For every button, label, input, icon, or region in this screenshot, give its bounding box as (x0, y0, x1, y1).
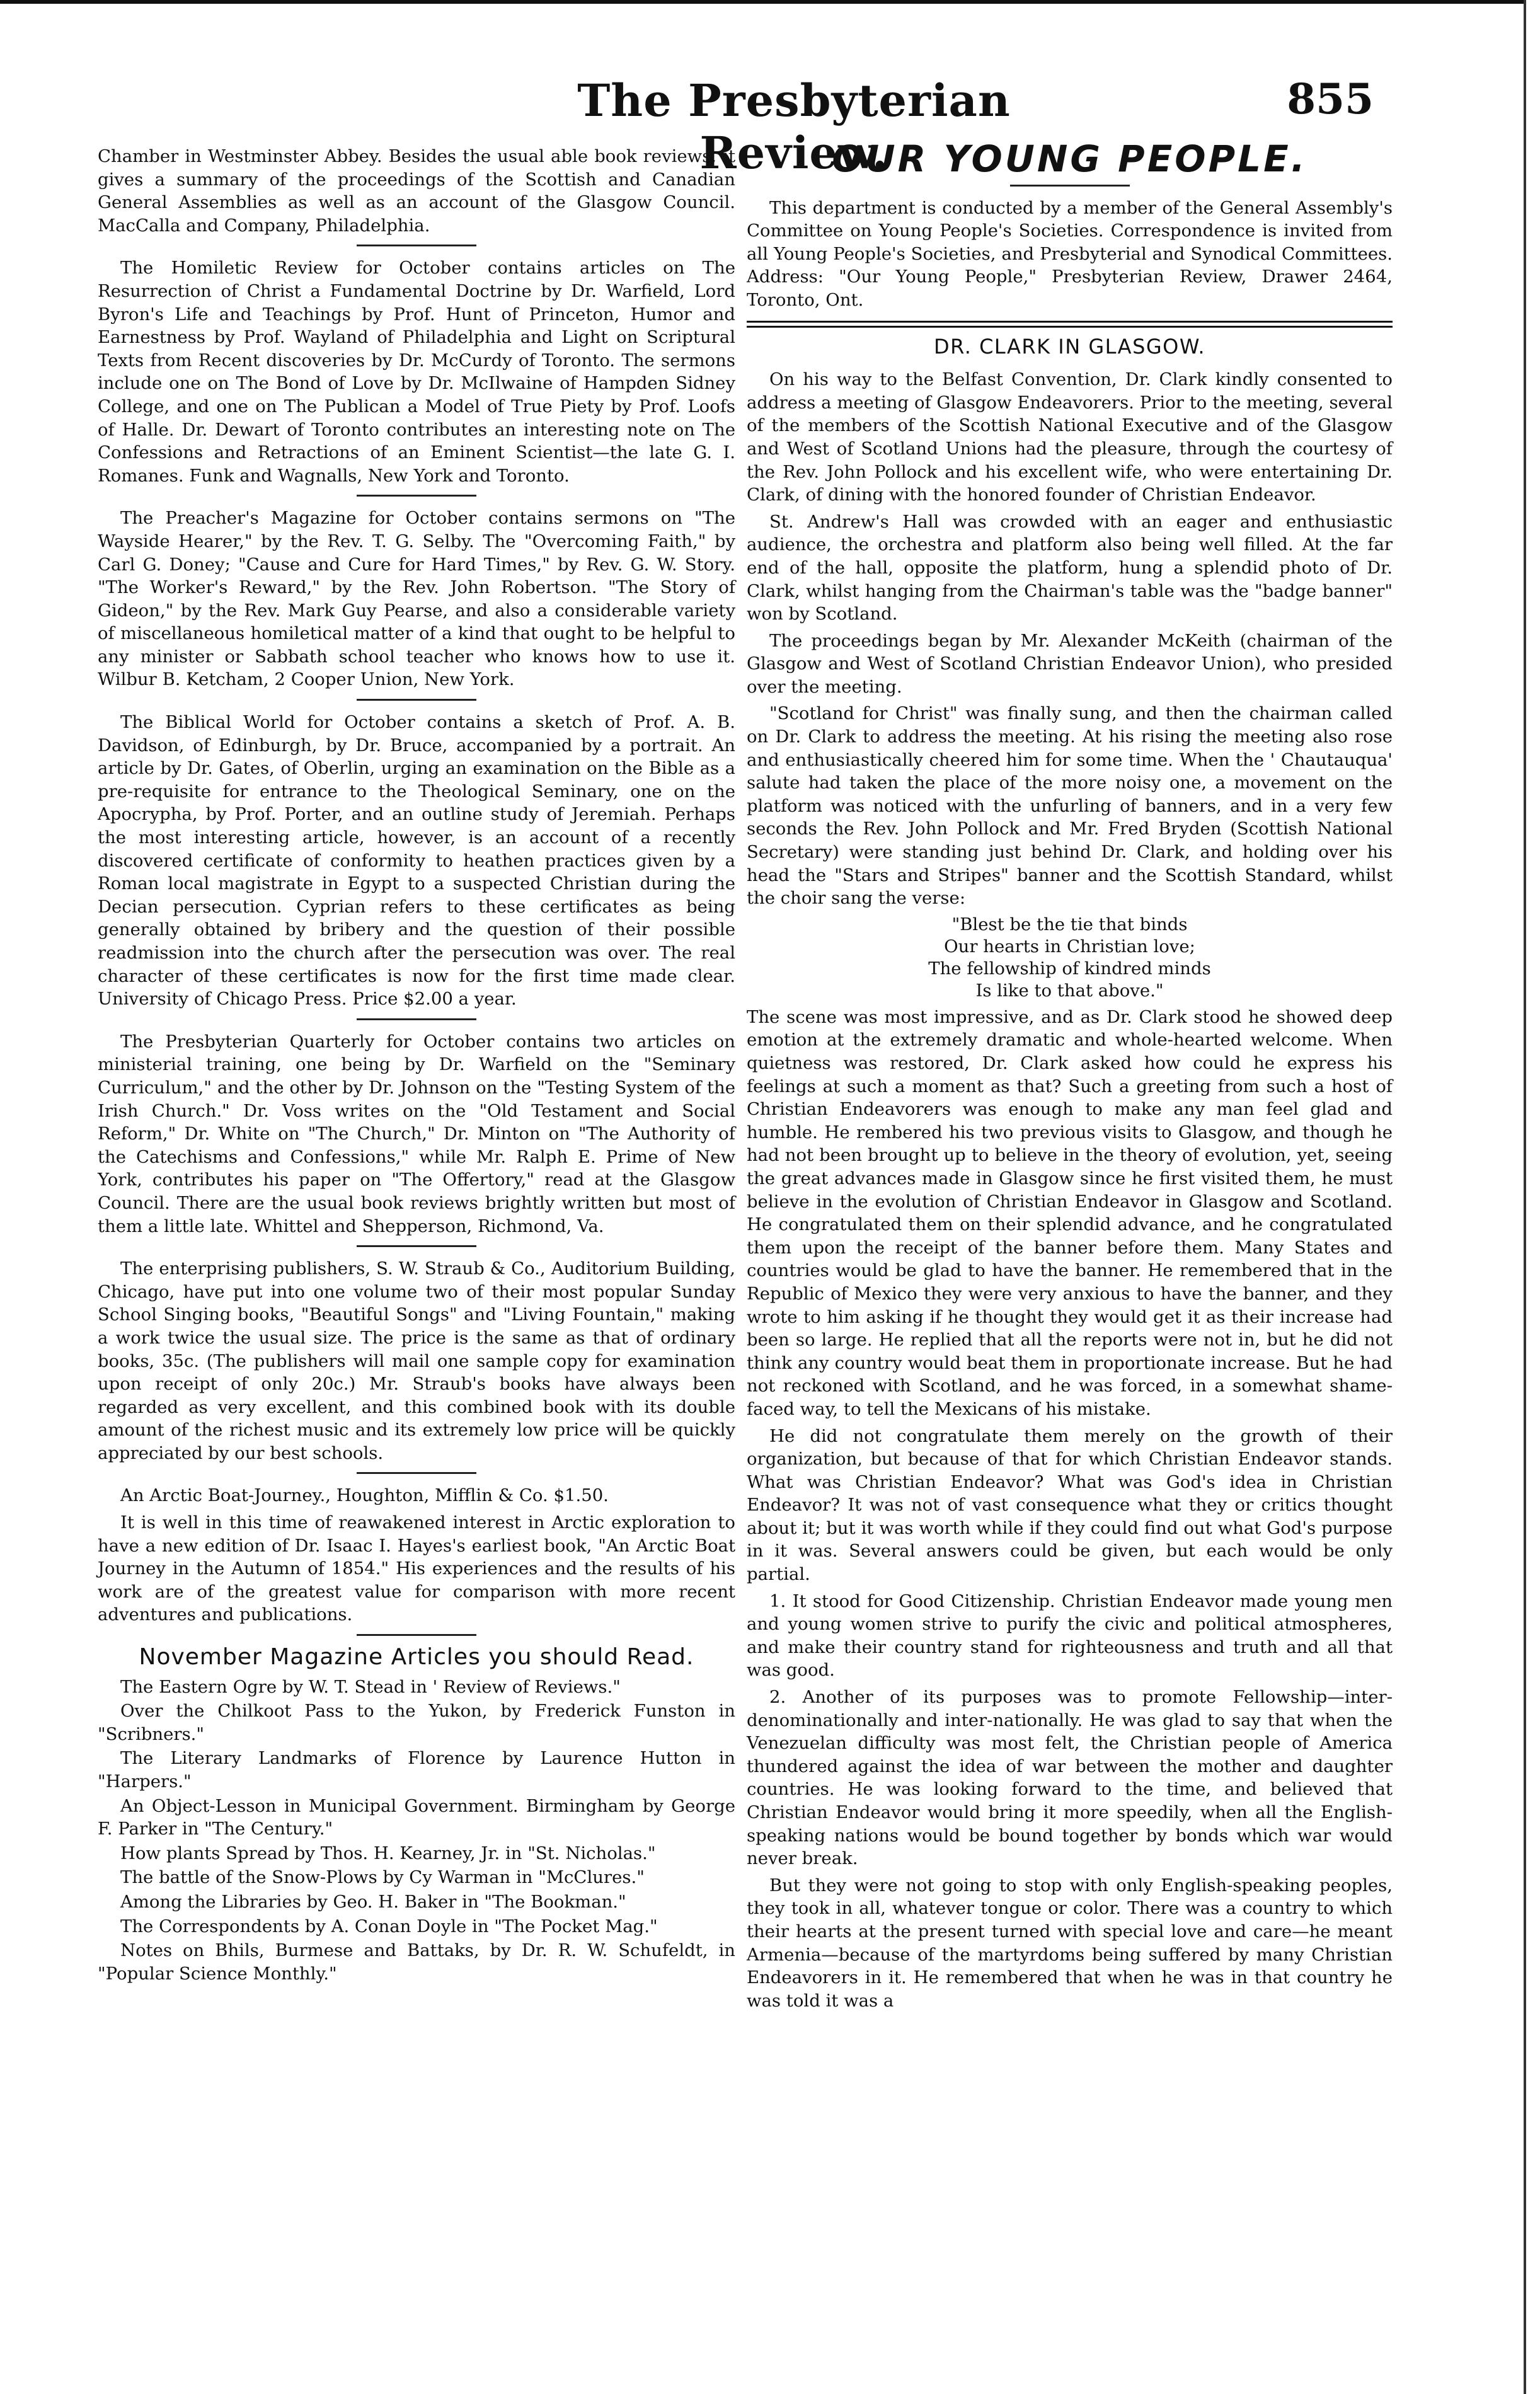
separator-rule (1010, 185, 1130, 187)
magazine-articles-list (98, 1676, 735, 1986)
magazine-articles-heading: November Magazine Articles you should Read. (139, 1644, 694, 1671)
page-number: 855 (1287, 74, 1374, 124)
review-paragraph: The Biblical World for October contains a sketch of Prof. A. B. Davidson, of Edinburgh, by Dr. Bruce, accompanied by a portrait. An article by Dr. Gates, of Oberlin, urging an examination on the Bible as a pre-requisite for entrance to the Theological Seminary, one on the Apocrypha, by Prof. Porter, and an outline study of Jeremiah. Perhaps the most interesting article, however, is an account of a recently discovered certificate of conformity to heathen practices given by a Roman local magistrate in Egypt to a suspected Christian during the Decian persecution. Cyprian refers to these certificates as being generally obtained by bribery and the question of their possible readmission into the church after the persecution was over. The real character of these certificates is now for the first time made clear. University of Chicago Press. Price $2.00 a year. (98, 712, 735, 1010)
verse-line: Our hearts in Christian love; (944, 936, 1195, 957)
verse-line: The fellowship of kindred minds (928, 958, 1211, 979)
top-border-rule (0, 0, 1525, 4)
review-paragraph: The Preacher's Magazine for October contains sermons on "The Wayside Hearer," by the Rev. T. G. Selby. The "Overcoming Faith," by Carl G. Doney; "Cause and Cure for Hard Times," by Rev. G. W. Story. "The Worker's Reward," by the Rev. John Robertson. "The Story of Gideon," by the Rev. Mark Guy Pearse, and also a considerable variety of miscellaneous homiletical matter of a kind that ought to be helpful to any minister or Sabbath school teacher who knows how to use it. Wilbur B. Ketcham, 2 Cooper Union, New York. (98, 508, 735, 690)
right-border-rule (1524, 0, 1526, 2394)
article-paragraph: St. Andrew's Hall was crowded with an eager and enthusiastic audience, the orchestra and platform also being well filled. At the far end of the hall, opposite the platform, hung a splendid photo of Dr. Clark, whilst hanging from the Chairman's table was the "badge banner" won by Scotland. (747, 511, 1393, 624)
article-paragraph: The scene was most impressive, and as Dr. Clark stood he showed deep emotion at the extremely dramatic and whole-hearted welcome. When quietness was restored, Dr. Clark asked how could he express his feelings at such a moment as that? Such a greeting from such a host of Christian Endeavorers was enough to make any man feel glad and humble. He rembered his two previous visits to Glasgow, and though he had not been brought up to believe in the theory of evolution, yet, seeing the great advances made in Glasgow since he first visited them, he must believe in the evolution of Christian Endeavor in Glasgow and Scotland. He congratulated them on their splendid advance, and he congratulated them upon the receipt of the banner before them. Many States and countries would be glad to have the banner. He remembered that in the Republic of Mexico they were very anxious to have the banner, and they wrote to him asking if he thought they would get it as their increase had been so large. He replied that all the reports were not in, but he did not think any country would beat them in proportionate increase. But he had not reckoned with Scotland, and he was forced, in a somewhat shame-faced way, to tell the Mexicans of his mistake. (747, 1006, 1393, 1419)
list-item: Over the Chilkoot Pass to the Yukon, by Frederick Funston in "Scribners." (98, 1701, 735, 1744)
section-heading: OUR YOUNG PEOPLE. (832, 137, 1307, 180)
article-paragraph: The proceedings began by Mr. Alexander McKeith (chairman of the Glasgow and West of Scotland Christian Endeavor Union), who presided over the meeting. (747, 630, 1393, 697)
list-item: The Correspondents by A. Conan Doyle in "The Pocket Mag." (120, 1916, 658, 1936)
review-paragraph: Chamber in Westminster Abbey. Besides the usual able book reviews, it gives a summary of the proceedings of the Scottish and Canadian General Assemblies as well as an account of the Glasgow Council. MacCalla and Company, Philadelphia. (98, 146, 735, 236)
separator-rule (357, 1634, 476, 1636)
separator-rule (357, 495, 476, 497)
separator-rule (357, 699, 476, 701)
list-item: Notes on Bhils, Burmese and Battaks, by Dr. R. W. Schufeldt, in "Popular Science Monthly." (98, 1940, 735, 1984)
list-item: Among the Libraries by Geo. H. Baker in "The Bookman." (120, 1891, 626, 1912)
book-notice-title: An Arctic Boat-Journey., Houghton, Mifflin & Co. $1.50. (120, 1485, 609, 1506)
list-item: The battle of the Snow-Plows by Cy Warman in "McClures." (120, 1867, 645, 1888)
verse-line: "Blest be the tie that binds (951, 914, 1188, 935)
review-paragraph: The Presbyterian Quarterly for October contains two articles on ministerial training, one being by Dr. Warfield on the "Seminary Curriculum," and the other by Dr. Johnson on the "Testing System of the Irish Church." Dr. Voss writes on the "Old Testament and Social Reform," Dr. White on "The Church," Dr. Minton on "The Authority of the Catechisms and Confessions," while Mr. Ralph E. Prime of New York, contributes his paper on "The Offertory," read at the Glasgow Council. There are the usual book reviews brightly written but most of them a little late. Whittel and Shepperson, Richmond, Va. (98, 1031, 735, 1236)
article-paragraph: He did not congratulate them merely on the growth of their organization, but because of that for which Christian Endeavor stands. What was Christian Endeavor? What was God's idea in Christian Endeavor? It was not of vast consequence what they or critics thought about it; but it was worth while if they could find out what God's purpose in it was. Several answers could be given, but each would be only partial. (747, 1425, 1393, 1585)
verse-line: Is like to that above." (975, 980, 1164, 1001)
review-paragraph: The enterprising publishers, S. W. Straub & Co., Auditorium Building, Chicago, have put into one volume two of their most popular Sunday School Singing books, "Beautiful Songs" and "Living Fountain," making a work twice the usual size. The price is the same as that of ordinary books, 35c. (The publishers will mail one sample copy for examination upon receipt of only 20c.) Mr. Straub's books have always been regarded as very excellent, and this combined book with its double amount of the richest music and its extremely low price will be quickly appreciated by our best schools. (98, 1258, 735, 1463)
article-paragraph: "Scotland for Christ" was finally sung, and then the chairman called on Dr. Clark to address the meeting. At his rising the meeting also rose and enthusiastically cheered him for some time. When the ' Chautauqua' salute had taken the place of the more noisy one, a movement on the platform was noticed with the unfurling of banners, and in a very few seconds the Rev. John Pollock and Mr. Fred Bryden (Scottish National Secretary) were standing just behind Dr. Clark, and holding over his head the "Stars and Stripes" banner and the Scottish Standard, whilst the choir sang the verse: (747, 703, 1393, 909)
article-paragraph: 2. Another of its purposes was to promote Fellowship—inter-denominationally and inter-nationally. He was glad to say that when the Venezuelan difficulty was most felt, the Christian people of America thundered against the idea of war between the mother and daughter countries. He was looking forward to the time, and believed that Christian Endeavor would bring it more speedily, when all the English-speaking nations would be bound together by bonds which war would never break. (747, 1687, 1393, 1869)
review-paragraph: It is well in this time of reawakened interest in Arctic exploration to have a new edition of Dr. Isaac I. Hayes's earliest book, "An Arctic Boat Journey in the Autumn of 1854." His experiences and the results of his work are of the greatest value for comparison with more recent adventures and publications. (98, 1512, 735, 1625)
department-intro: This department is conducted by a member of the General Assembly's Committee on Young People's Societies. Correspondence is invited from all Young People's Societies, and Presbyterial and Synodical Committees. Address: "Our Young People," Presbyterian Review, Drawer 2464, Toronto, Ont. (747, 197, 1393, 310)
double-rule (747, 321, 1393, 328)
article-title: DR. CLARK IN GLASGOW. (934, 334, 1205, 359)
article-paragraph: On his way to the Belfast Convention, Dr. Clark kindly consented to address a meeting of Glasgow Endeavorers. Prior to the meeting, several of the members of the Scottish National Executive and of the Glasgow and West of Scotland Unions had the pleasure, through the courtesy of the Rev. John Pollock and his excellent wife, who were entertaining Dr. Clark, of dining with the honored founder of Christian Endeavor. (747, 369, 1393, 505)
separator-rule (357, 1245, 476, 1247)
separator-rule (357, 245, 476, 246)
separator-rule (357, 1018, 476, 1020)
journal-title: The Presbyterian Review. (577, 74, 1011, 179)
review-paragraph: The Homiletic Review for October contains articles on The Resurrection of Christ a Fundamental Doctrine by Dr. Warfield, Lord Byron's Life and Teachings by Prof. Hunt of Princeton, Humor and Earnestness by Prof. Wayland of Philadelphia and Light on Scriptural Texts from Recent discoveries by Dr. McCurdy of Toronto. The sermons include one on The Bond of Love by Dr. McIlwaine of Hampden Sidney College, and one on The Publican a Model of True Piety by Prof. Loofs of Halle. Dr. Dewart of Toronto contributes an interesting note on The Confessions and Retractions of an Eminent Scientist—the late G. I. Romanes. Funk and Wagnalls, New York and Toronto. (98, 258, 735, 486)
left-column (98, 145, 735, 1986)
list-item: How plants Spread by Thos. H. Kearney, Jr. in "St. Nicholas." (120, 1843, 656, 1863)
right-column (747, 137, 1393, 2016)
hymn-verse (747, 914, 1393, 1002)
separator-rule (357, 1472, 476, 1474)
article-paragraph: But they were not going to stop with only English-speaking peoples, they took in all, whatever tongue or color. There was a country to which their hearts at the present turned with special love and care—he meant Armenia—because of the martyrdoms being suffered by many Christian Endeavorers in it. He remembered that when he was in that country he was told it was a (747, 1875, 1393, 2011)
article-paragraph: 1. It stood for Good Citizenship. Christian Endeavor made young men and young women strive to purify the civic and political atmospheres, and make their country stand for righteousness and truth and all that was good. (747, 1591, 1393, 1681)
list-item: The Literary Landmarks of Florence by Laurence Hutton in "Harpers." (98, 1748, 735, 1792)
list-item: The Eastern Ogre by W. T. Stead in ' Review of Reviews." (120, 1676, 621, 1697)
list-item: An Object-Lesson in Municipal Government. Birmingham by George F. Parker in "The Century." (98, 1795, 735, 1839)
